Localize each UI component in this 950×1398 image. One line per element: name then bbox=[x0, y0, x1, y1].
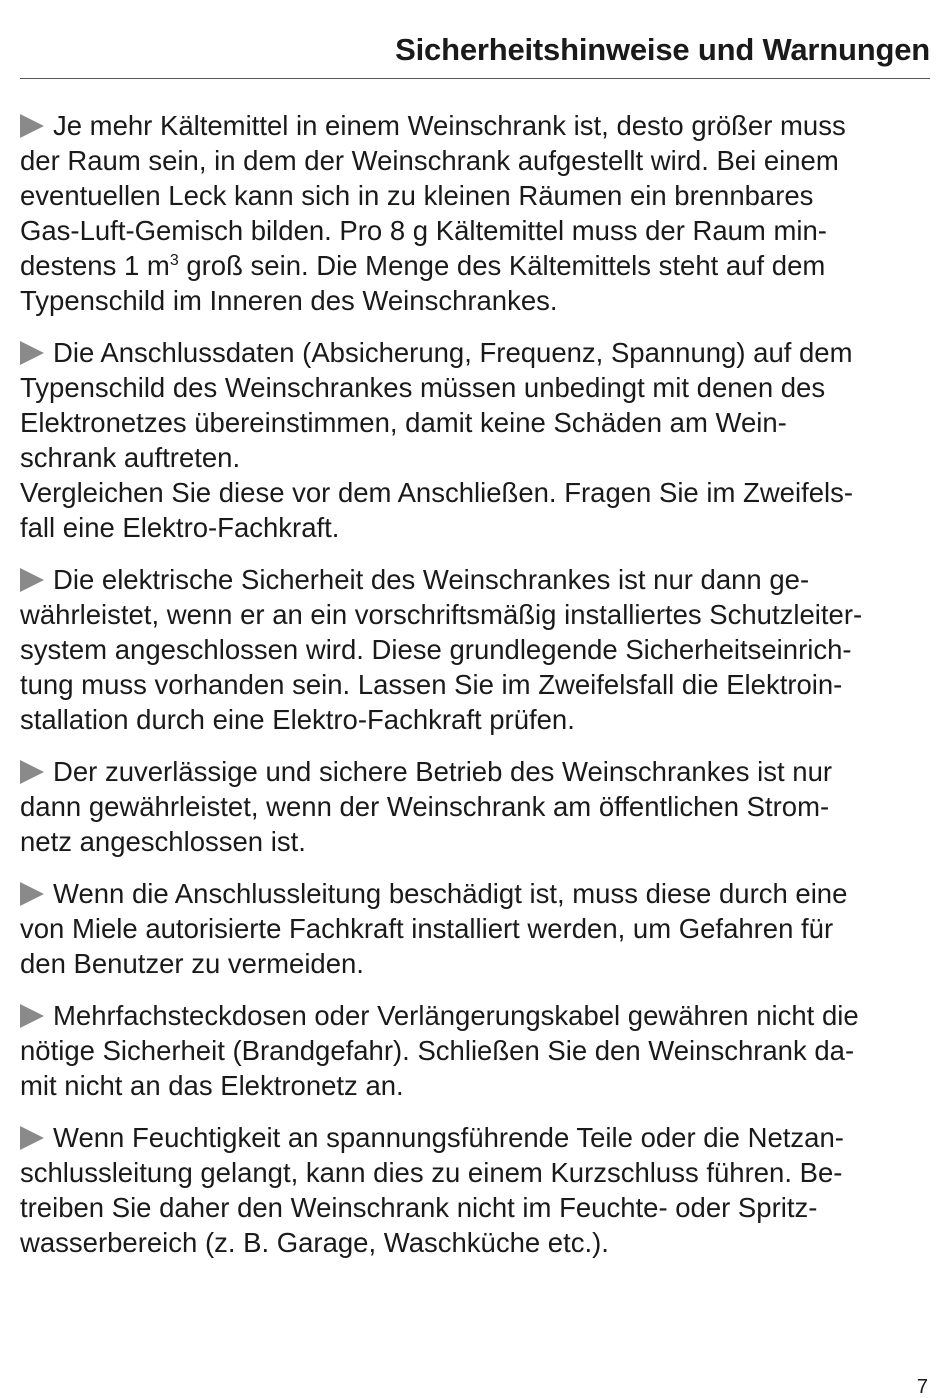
triangle-right-icon bbox=[20, 114, 44, 138]
triangle-right-icon bbox=[20, 1004, 44, 1028]
safety-paragraph: Wenn die Anschlussleitung beschädigt ist, muss diese durch eine von Miele autorisierte Fachkraft installiert werden, um Gefahren für den Benutzer zu vermeiden. bbox=[20, 878, 848, 979]
triangle-right-icon bbox=[20, 882, 44, 906]
triangle-right-icon bbox=[20, 568, 44, 592]
page-number: 7 bbox=[916, 1376, 928, 1398]
triangle-right-icon bbox=[20, 1126, 44, 1150]
page-title: Sicherheitshinweise und Warnungen bbox=[395, 32, 930, 67]
safety-paragraph: Je mehr Kältemittel in einem Weinschrank ist, desto größer muss der Raum sein, in dem der Weinschrank aufgestellt wird. Bei einem eventuellen Leck kann sich in zu kleinen Räumen ein brennbares Gas-Luft-Gemisch bilden. Pro 8 g Kältemittel muss der Raum min- destens 1 $m^3$ groß sein. Die Menge des Kältemittels steht auf dem Typenschild im Inneren des Weinschrankes. bbox=[20, 110, 846, 316]
safety-paragraph: Wenn Feuchtigkeit an spannungsführende Teile oder die Netzan- schlussleitung gelangt, kann dies zu einem Kurzschluss führen. Be- treiben Sie daher den Weinschrank nicht im Feuchte- oder Spritz- wasserbereich (z. B. Garage, Waschküche etc.). bbox=[20, 1122, 844, 1258]
safety-paragraph: Die Anschlussdaten (Absicherung, Frequenz, Spannung) auf dem Typenschild des Weinschrankes müssen unbedingt mit denen des Elektronetzes übereinstimmen, damit keine Schäden am Wein- schrank auftreten. Vergleichen Sie diese vor dem Anschließen. Fragen Sie im Zweifels- fall eine Elektro-Fachkraft. bbox=[20, 337, 854, 543]
triangle-right-icon bbox=[20, 341, 44, 365]
safety-paragraph: Mehrfachsteckdosen oder Verlängerungskabel gewähren nicht die nötige Sicherheit (Brandgefahr). Schließen Sie den Weinschrank da- mit nicht an das Elektronetz an. bbox=[20, 1000, 859, 1101]
safety-paragraph: Der zuverlässige und sichere Betrieb des Weinschrankes ist nur dann gewährleistet, wenn der Weinschrank am öffentlichen Strom- netz angeschlossen ist. bbox=[20, 756, 833, 857]
safety-paragraph: Die elektrische Sicherheit des Weinschrankes ist nur dann ge- währleistet, wenn er an ein vorschriftsmäßig installiertes Schutzleiter- system angeschlossen wird. Diese grundlegende Sicherheitseinrich- tung muss vorhanden sein. Lassen Sie im Zweifelsfall die Elektroin- stallation durch eine Elektro-Fachkraft prüfen. bbox=[20, 564, 863, 735]
superscript-exponent: 3 bbox=[169, 252, 179, 269]
triangle-right-icon bbox=[20, 760, 44, 784]
page-header bbox=[20, 30, 930, 79]
document-body bbox=[20, 108, 940, 1277]
